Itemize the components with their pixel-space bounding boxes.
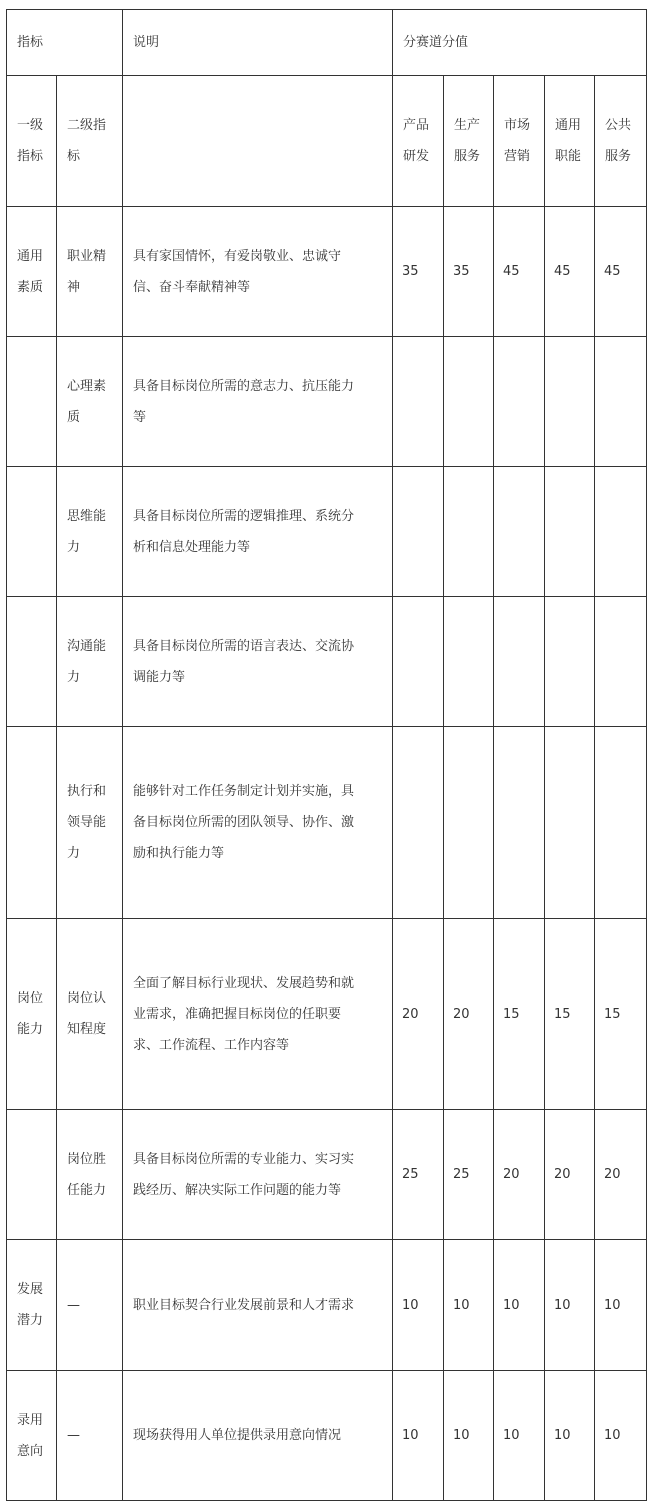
score-cell: 10 [595, 1240, 647, 1371]
score-cell [393, 727, 444, 919]
description-cell: 全面了解目标行业现状、发展趋势和就 业需求，准确把握目标岗位的任职要 求、工作流程、工作内容等 [123, 919, 393, 1110]
score-cell [444, 597, 494, 727]
level1-cell: 录用 意向 [7, 1371, 57, 1501]
level2-cell: — [57, 1371, 123, 1501]
score-cell [545, 597, 595, 727]
track-header: 市场 营销 [494, 76, 545, 207]
level2-header: 二级指 标 [57, 76, 123, 207]
score-cell: 10 [393, 1371, 444, 1501]
level2-cell: 岗位认 知程度 [57, 919, 123, 1110]
score-cell: 20 [545, 1110, 595, 1240]
description-header: 说明 [123, 10, 393, 76]
score-cell: 45 [494, 207, 545, 337]
description-cell: 职业目标契合行业发展前景和人才需求 [123, 1240, 393, 1371]
level1-cell: 岗位 能力 [7, 919, 57, 1110]
level1-cell: 发展 潜力 [7, 1240, 57, 1371]
score-cell: 45 [545, 207, 595, 337]
level2-cell: 沟通能 力 [57, 597, 123, 727]
description-cell: 具备目标岗位所需的意志力、抗压能力 等 [123, 337, 393, 467]
description-cell: 具备目标岗位所需的专业能力、实习实 践经历、解决实际工作问题的能力等 [123, 1110, 393, 1240]
table-row [7, 597, 647, 727]
description-cell: 具有家国情怀，有爱岗敬业、忠诚守 信、奋斗奉献精神等 [123, 207, 393, 337]
score-cell [393, 467, 444, 597]
score-cell: 35 [393, 207, 444, 337]
score-cell [595, 467, 647, 597]
score-cell [393, 337, 444, 467]
description-subheader [123, 76, 393, 207]
track-header: 通用 职能 [545, 76, 595, 207]
score-cell: 10 [393, 1240, 444, 1371]
table-row [7, 919, 647, 1110]
level1-cell [7, 1110, 57, 1240]
score-cell: 10 [545, 1240, 595, 1371]
level2-cell: 岗位胜 任能力 [57, 1110, 123, 1240]
score-cell: 10 [444, 1240, 494, 1371]
score-cell: 20 [393, 919, 444, 1110]
score-cell [494, 467, 545, 597]
score-cell [494, 337, 545, 467]
level2-cell: 职业精 神 [57, 207, 123, 337]
level1-cell [7, 727, 57, 919]
table-row [7, 1240, 647, 1371]
level1-cell [7, 337, 57, 467]
header-row [7, 10, 647, 76]
indicator-header: 指标 [7, 10, 123, 76]
score-cell: 10 [595, 1371, 647, 1501]
score-cell: 10 [494, 1371, 545, 1501]
score-cell [545, 337, 595, 467]
level2-cell: — [57, 1240, 123, 1371]
level1-cell [7, 467, 57, 597]
score-cell: 15 [494, 919, 545, 1110]
level2-cell: 思维能 力 [57, 467, 123, 597]
level1-header: 一级 指标 [7, 76, 57, 207]
level1-cell: 通用 素质 [7, 207, 57, 337]
score-cell: 25 [393, 1110, 444, 1240]
score-cell: 15 [545, 919, 595, 1110]
table-row [7, 1371, 647, 1501]
score-cell [494, 727, 545, 919]
score-cell [494, 597, 545, 727]
score-cell: 20 [494, 1110, 545, 1240]
score-cell [444, 467, 494, 597]
score-cell: 10 [444, 1371, 494, 1501]
score-cell [393, 597, 444, 727]
score-cell [595, 727, 647, 919]
description-cell: 具备目标岗位所需的逻辑推理、系统分 析和信息处理能力等 [123, 467, 393, 597]
score-cell: 20 [444, 919, 494, 1110]
description-cell: 现场获得用人单位提供录用意向情况 [123, 1371, 393, 1501]
description-cell: 具备目标岗位所需的语言表达、交流协 调能力等 [123, 597, 393, 727]
score-cell [444, 337, 494, 467]
subheader-row [7, 76, 647, 207]
track-header: 产品 研发 [393, 76, 444, 207]
table-row [7, 467, 647, 597]
score-cell: 35 [444, 207, 494, 337]
score-cell: 45 [595, 207, 647, 337]
table-row [7, 1110, 647, 1240]
score-table [6, 9, 647, 1501]
table-row [7, 337, 647, 467]
score-cell: 10 [545, 1371, 595, 1501]
score-cell [545, 467, 595, 597]
score-cell [595, 337, 647, 467]
score-cell: 15 [595, 919, 647, 1110]
description-cell: 能够针对工作任务制定计划并实施，具 备目标岗位所需的团队领导、协作、激 励和执行能力等 [123, 727, 393, 919]
level2-cell: 心理素 质 [57, 337, 123, 467]
track-scores-header: 分赛道分值 [393, 10, 647, 76]
score-cell [545, 727, 595, 919]
score-cell: 20 [595, 1110, 647, 1240]
level1-cell [7, 597, 57, 727]
score-cell: 10 [494, 1240, 545, 1371]
score-cell: 25 [444, 1110, 494, 1240]
score-cell [444, 727, 494, 919]
score-cell [595, 597, 647, 727]
track-header: 生产 服务 [444, 76, 494, 207]
level2-cell: 执行和 领导能 力 [57, 727, 123, 919]
track-header: 公共 服务 [595, 76, 647, 207]
table-row [7, 727, 647, 919]
table-row [7, 207, 647, 337]
